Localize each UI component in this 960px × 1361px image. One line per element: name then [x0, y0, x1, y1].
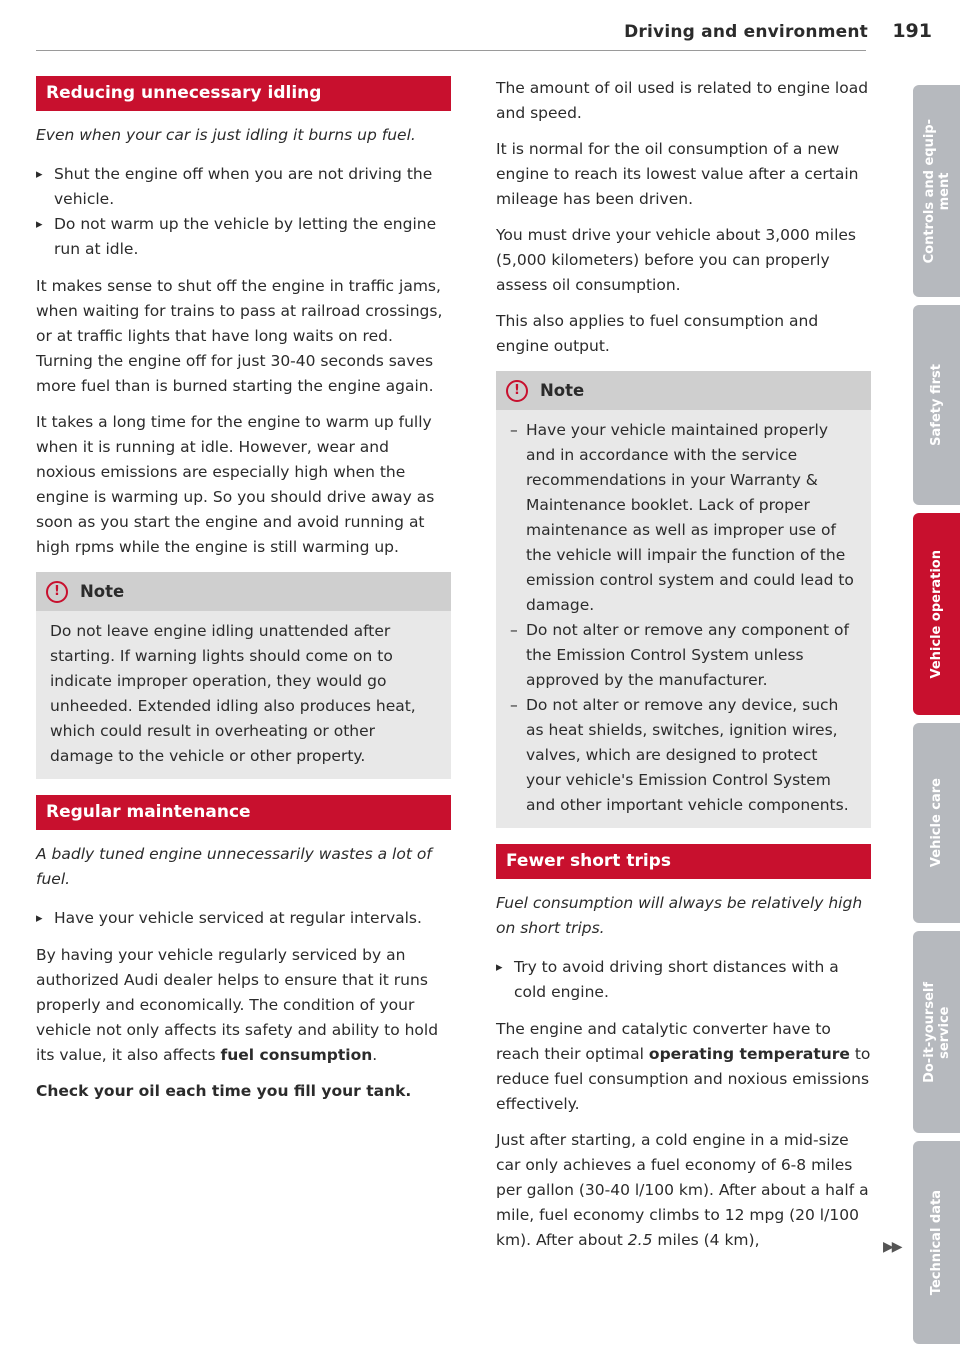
short-trips-paragraph: Just after starting, a cold engine in a mid-size car only achieves a fuel economy of 6-8 miles per gallon (30-40 l/100 km). After about a half a mile, fuel economy climbs to 12 mpg (20 l/100 km). After about 2.5 miles (4 km),: [496, 1131, 869, 1249]
running-header: Driving and environment: [624, 22, 868, 42]
caution-icon: !: [506, 380, 528, 402]
note-title: Note: [540, 381, 585, 400]
tab-vehicle-care[interactable]: Vehicle care: [913, 723, 960, 923]
idling-intro: Even when your car is just idling it burns up fuel.: [36, 126, 416, 144]
idling-paragraph: It makes sense to shut off the engine in traffic jams, when waiting for trains to pass at railroad crossings, or at traffic lights that have long waits on red. Turning the engine off for just 30-40 seconds saves more fuel than is burned starting the engine again.: [36, 277, 443, 395]
page-number: 191: [892, 20, 932, 42]
oil-paragraph: This also applies to fuel consumption and engine output.: [496, 312, 819, 355]
idling-paragraph: It takes a long time for the engine to warm up fully when it is running at idle. However, wear and noxious emissions are especially high when the engine is warming up. So you should drive away as soon as you start the engine and avoid running at high rpms while the engine is still warming up.: [36, 413, 435, 556]
tab-vehicle-operation[interactable]: Vehicle operation: [913, 513, 960, 715]
note-header: [496, 371, 871, 410]
oil-paragraph: The amount of oil used is related to engine load and speed.: [496, 79, 869, 122]
header-rule: [36, 50, 866, 51]
maintenance-bullets: [36, 906, 451, 931]
tab-safety-first[interactable]: Safety first: [913, 305, 960, 505]
continue-arrow-icon: ▶▶: [883, 1239, 901, 1255]
section-heading-idling: Reducing unnecessary idling: [36, 76, 451, 111]
caution-icon: !: [46, 581, 68, 603]
idling-bullets: [36, 162, 451, 262]
note-box: [496, 371, 871, 828]
note-text: Do not leave engine idling unattended after starting. If warning lights should come on to indicate improper operation, they would go unheeded. Extended idling also produces heat, which could result in overheating or other damage to the vehicle or other property.: [50, 622, 416, 765]
short-trips-bullets: [496, 955, 871, 1005]
note-list-item: – Do not alter or remove any device, such as heat shields, switches, ignition wires, valves, which are designed to protect your vehicle's Emission Control System and other important vehicle components.: [510, 693, 857, 818]
left-column: [36, 76, 451, 1115]
section-heading-short-trips: Fewer short trips: [496, 844, 871, 879]
bullet-item: ▸ Do not warm up the vehicle by letting the engine run at idle.: [36, 212, 451, 262]
note-header: [36, 572, 451, 611]
note-list: [496, 410, 871, 828]
maintenance-paragraph: By having your vehicle regularly serviced by an authorized Audi dealer helps to ensure that it runs properly and economically. The condition of your vehicle not only affects its safety and ability to hold its value, it also affects fuel consumption.: [36, 946, 439, 1064]
short-trips-paragraph: The engine and catalytic converter have to reach their optimal operating temperature to reduce fuel consumption and noxious emissions effectively.: [496, 1020, 871, 1113]
tab-technical-data[interactable]: Technical data: [913, 1141, 960, 1344]
note-list-item: – Do not alter or remove any component of the Emission Control System unless approved by the manufacturer.: [510, 618, 857, 693]
bullet-item: ▸ Have your vehicle serviced at regular intervals.: [36, 906, 451, 931]
bullet-item: ▸ Shut the engine off when you are not driving the vehicle.: [36, 162, 451, 212]
oil-paragraph: It is normal for the oil consumption of a new engine to reach its lowest value after a certain mileage has been driven.: [496, 140, 859, 208]
note-box: [36, 572, 451, 779]
tab-controls-and-equipment[interactable]: Controls and equip- ment: [913, 85, 960, 297]
short-trips-intro: Fuel consumption will always be relatively high on short trips.: [496, 894, 863, 937]
note-list-item: – Have your vehicle maintained properly and in accordance with the service recommendations in your Warranty & Maintenance booklet. Lack of proper maintenance as well as improper use of the vehicle will impair the function of the emission control system and could lead to damage.: [510, 418, 857, 618]
section-heading-maintenance: Regular maintenance: [36, 795, 451, 830]
check-oil-statement: Check your oil each time you fill your tank.: [36, 1082, 412, 1100]
note-title: Note: [80, 582, 125, 601]
right-column: [496, 76, 871, 1264]
oil-paragraph: You must drive your vehicle about 3,000 miles (5,000 kilometers) before you can properly assess oil consumption.: [496, 226, 856, 294]
bullet-item: ▸ Try to avoid driving short distances with a cold engine.: [496, 955, 871, 1005]
tab-do-it-yourself-service[interactable]: Do-it-yourself service: [913, 931, 960, 1133]
maintenance-intro: A badly tuned engine unnecessarily wastes a lot of fuel.: [36, 845, 432, 888]
